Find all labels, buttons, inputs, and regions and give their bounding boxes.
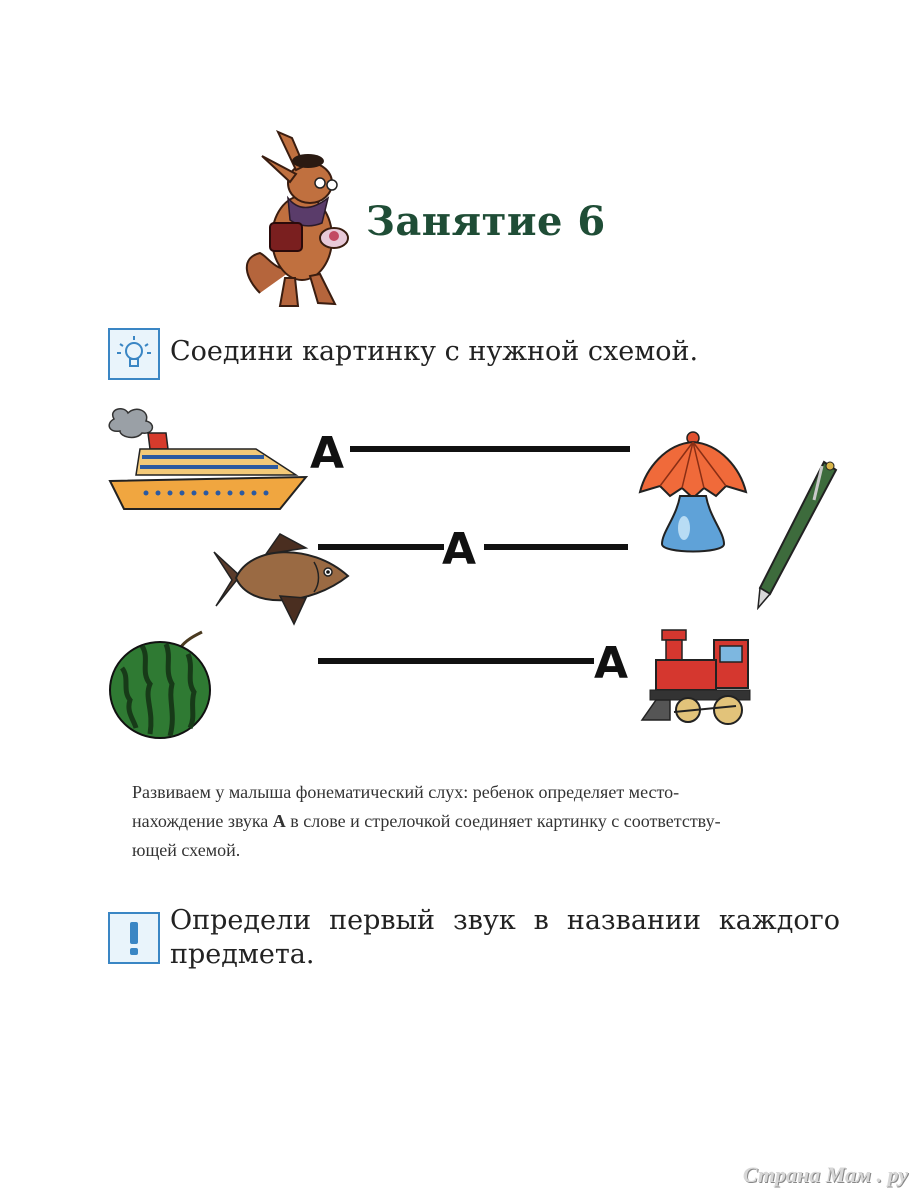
- task1-instruction: Соедини картинку с нужной схемой.: [170, 336, 699, 367]
- task2-line1: Определи первый звук в названии каждого: [170, 905, 840, 936]
- lamp-icon[interactable]: [636, 428, 750, 560]
- note-line1: Развиваем у малыша фонематический слух: ребенок определяет место-: [132, 782, 680, 802]
- scheme1-line: [350, 446, 630, 452]
- task2-line2: предмета.: [170, 939, 315, 970]
- parent-note: [132, 778, 832, 865]
- scheme2-line-right: [484, 544, 628, 550]
- lightbulb-icon: [108, 328, 160, 380]
- watermelon-icon[interactable]: [106, 628, 216, 740]
- note-bold-letter: А: [272, 811, 286, 831]
- lesson-title: Занятие 6: [366, 198, 606, 245]
- task2-instruction: [170, 904, 840, 972]
- scheme3-letter: А: [594, 638, 629, 689]
- ship-icon[interactable]: [106, 405, 312, 513]
- watermark-text: Страна Мам . ру: [742, 1162, 908, 1187]
- exclamation-icon: [108, 912, 160, 964]
- pen-icon[interactable]: [752, 458, 842, 610]
- scheme2-letter: А: [442, 524, 477, 575]
- note-line2: нахождение звука А в слове и стрелочкой соединяет картинку с соответству-: [132, 811, 721, 831]
- kangaroo-mascot-illustration: [240, 128, 360, 310]
- scheme1-letter: А: [310, 428, 345, 479]
- train-icon[interactable]: [640, 626, 754, 728]
- note-line3: ющей схемой.: [132, 840, 241, 860]
- scheme2-line-left: [318, 544, 444, 550]
- scheme3-line: [318, 658, 594, 664]
